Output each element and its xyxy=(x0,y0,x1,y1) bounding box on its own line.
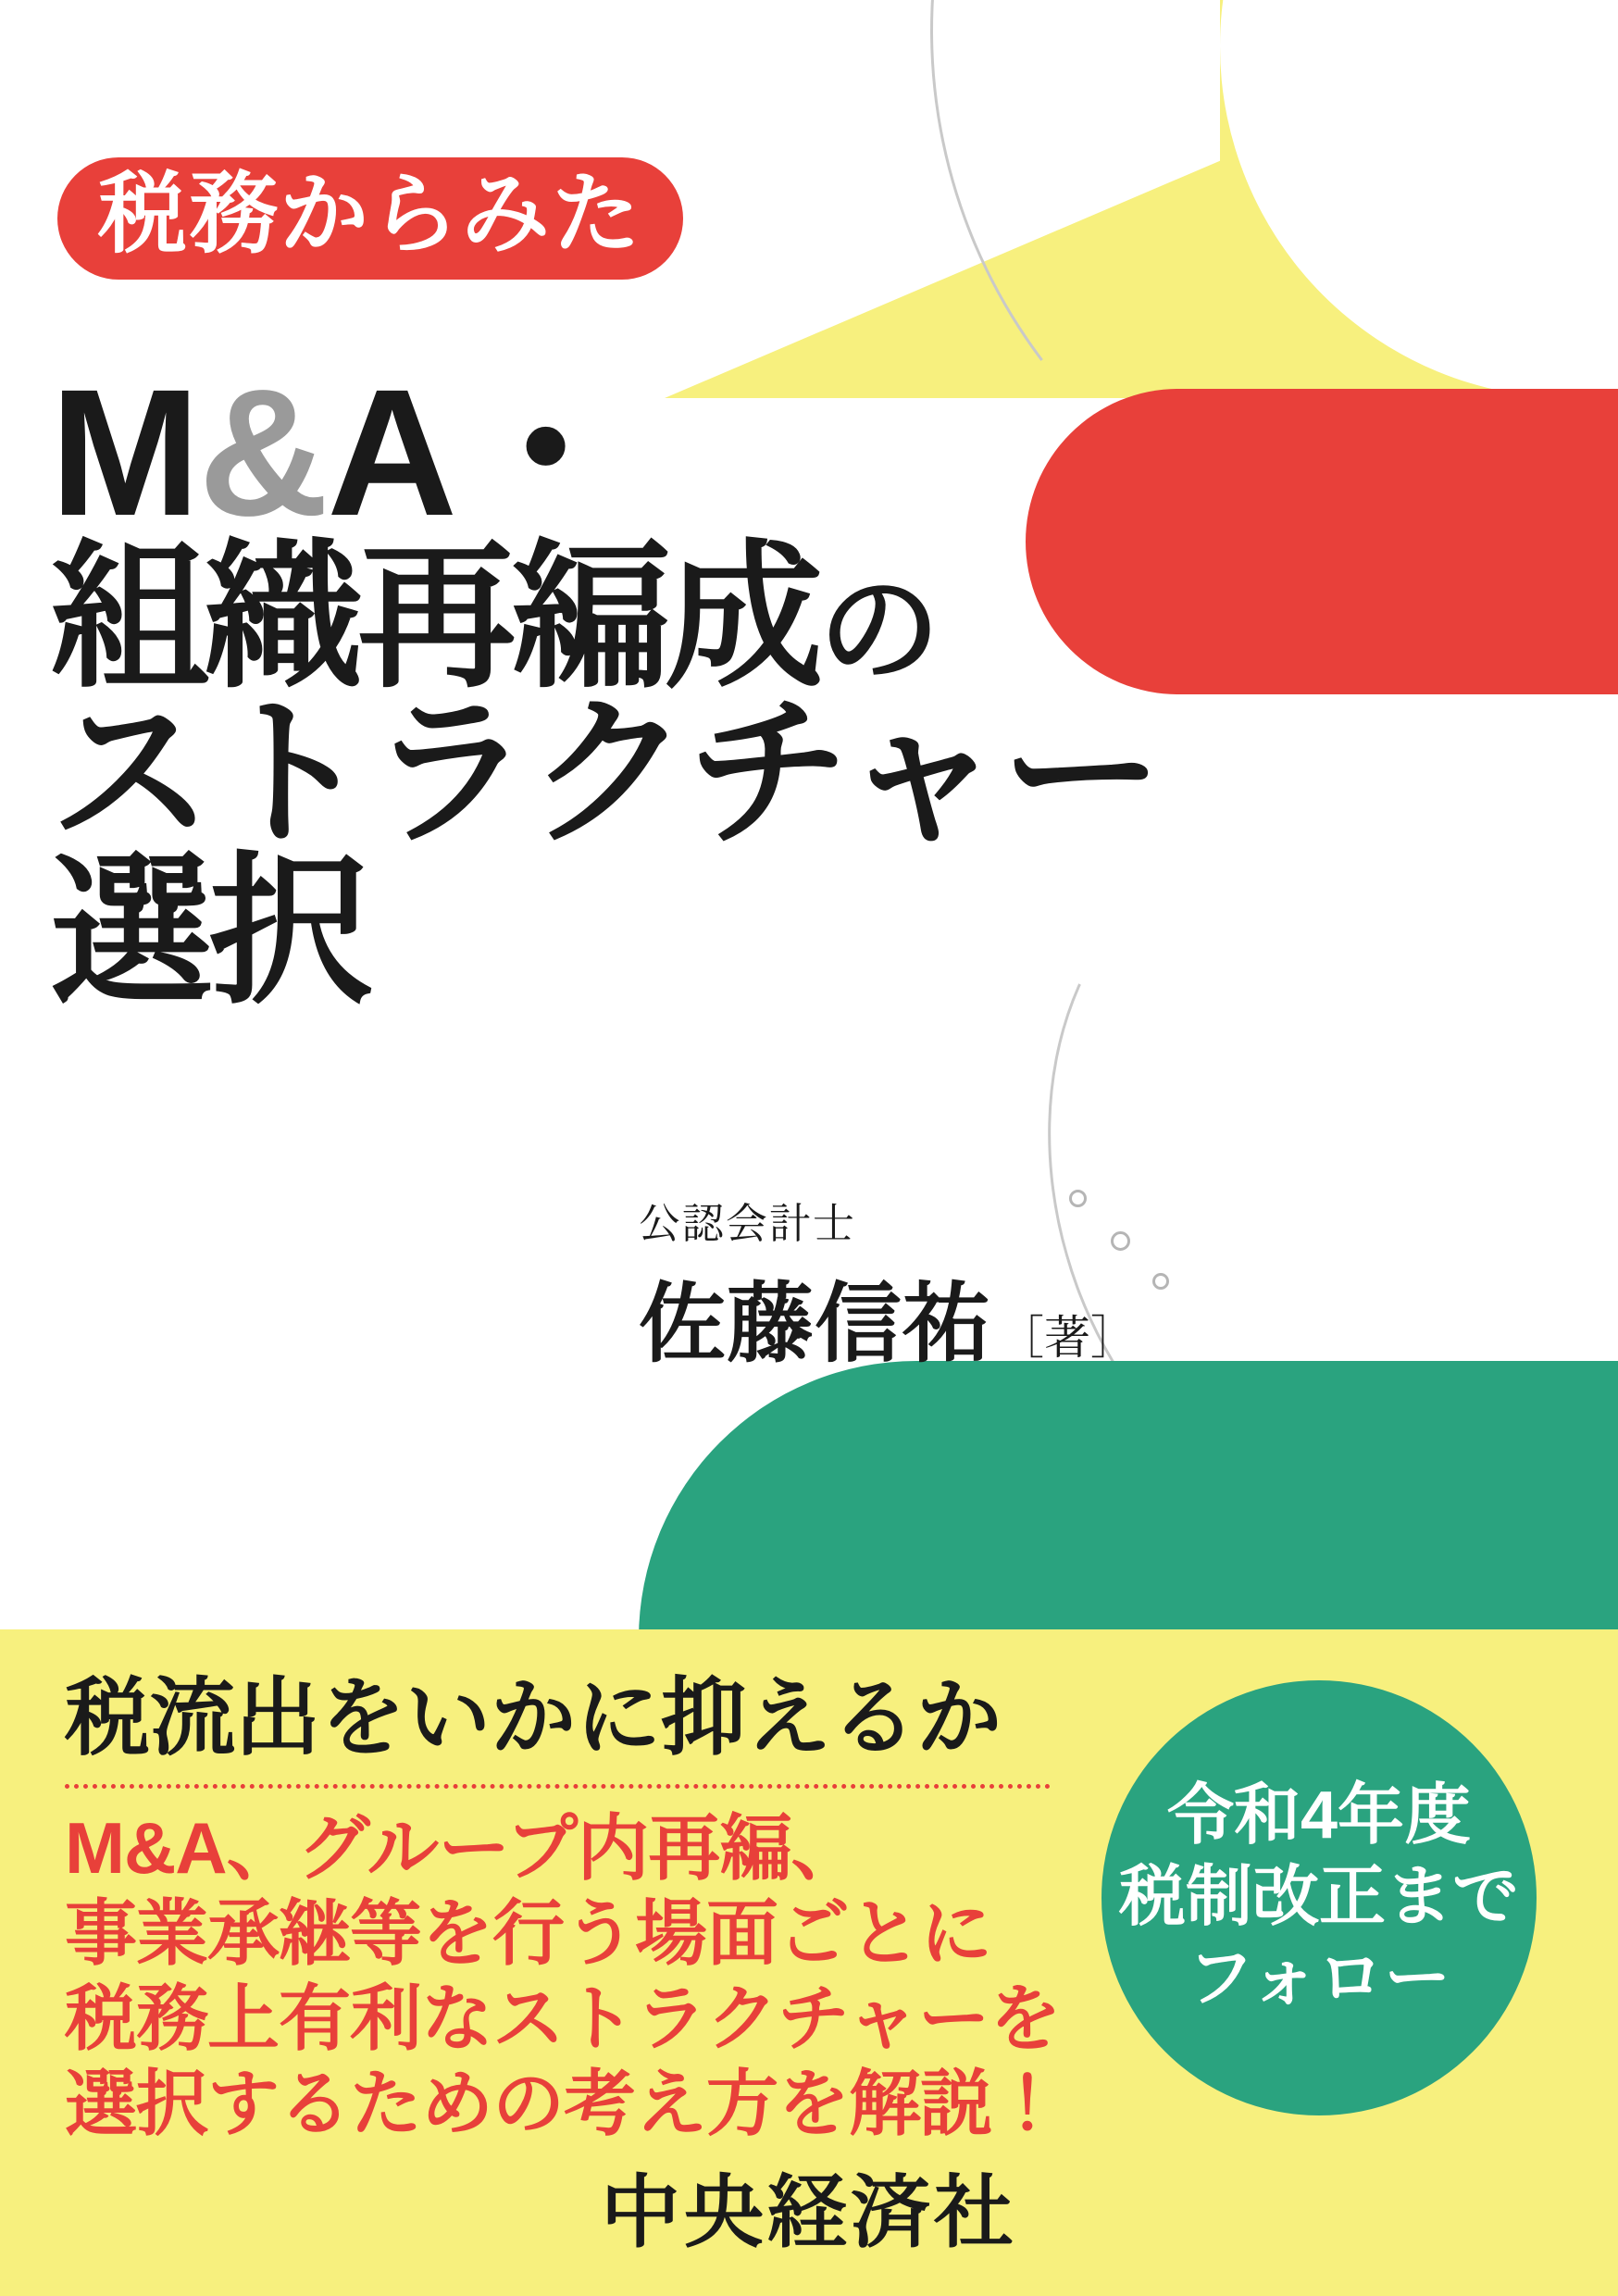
band-headline: 税流出をいかに抑えるか xyxy=(65,1671,1002,1766)
author-qualification: 公認会計士 xyxy=(639,1200,857,1247)
dotted-divider xyxy=(65,1784,1051,1789)
green-block-shape xyxy=(972,1361,1618,1639)
circle-badge-line-2: 税制改正まで xyxy=(1118,1860,1519,1935)
author-name: 佐藤信祐 xyxy=(639,1275,991,1372)
band-body-line-4: 選択するための考え方を解説！ xyxy=(65,2062,1064,2144)
band-body-line-3: 税務上有利なストラクチャーを xyxy=(65,1977,1061,2059)
title-line-1: M&A・ xyxy=(50,352,635,554)
title-line-3: ストラクチャー xyxy=(50,682,1160,865)
title-line-2-main: 組織再編成 xyxy=(50,529,818,707)
band-body xyxy=(65,1805,1064,2146)
book-title xyxy=(50,352,1160,1023)
author-name-row xyxy=(639,1254,1137,1379)
band-body-line-1: M&A、グループ内再編、 xyxy=(65,1806,863,1889)
title-line-2-suffix: の xyxy=(818,562,935,699)
author-block xyxy=(639,1190,1137,1379)
publisher-name: 中央経済社 xyxy=(601,2168,1017,2257)
circle-badge-line-3: フォロー xyxy=(1187,1940,1451,2015)
cover-badge: 税務からみた xyxy=(57,157,683,280)
title-line-4: 選択 xyxy=(50,841,369,1023)
band-body-line-2: 事業承継等を行う場面ごとに xyxy=(65,1891,992,1974)
title-line-2 xyxy=(50,529,1068,707)
green-circle-badge xyxy=(1101,1680,1537,2115)
band-text-block xyxy=(65,1671,1064,2146)
circle-badge-line-1: 令和4年度 xyxy=(1166,1778,1472,1853)
bubble-dot-tiny-icon xyxy=(1152,1273,1169,1290)
author-role-mark: ［著］ xyxy=(998,1312,1138,1364)
